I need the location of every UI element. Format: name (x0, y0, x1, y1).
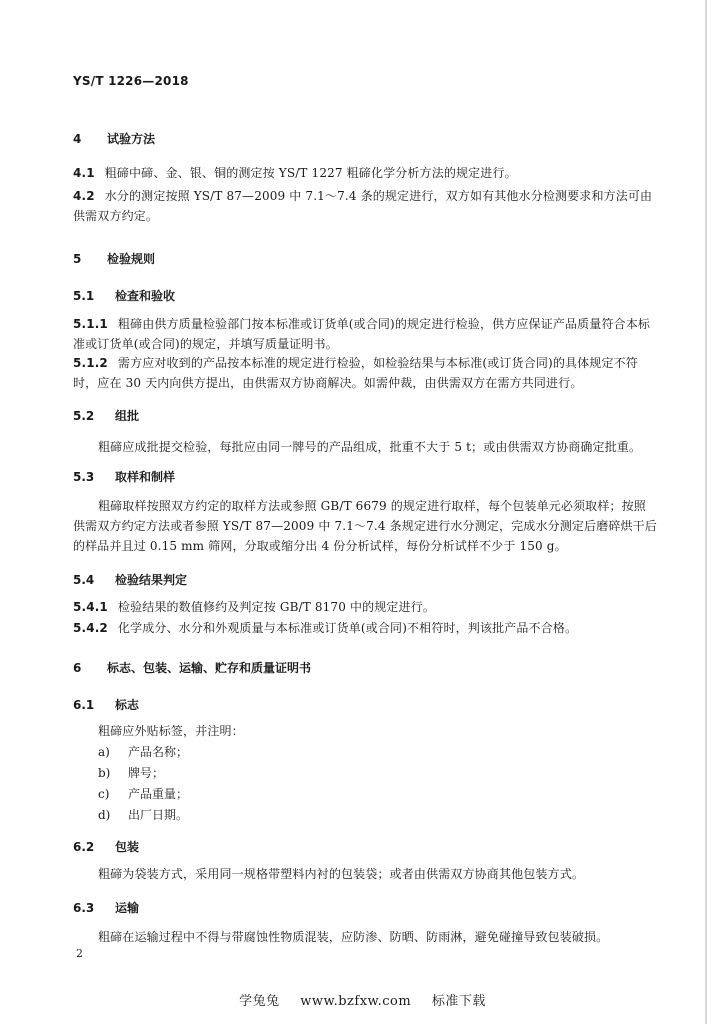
section-5-1-heading: 5.1 检查和验收 (73, 289, 176, 303)
section-4-heading: 4 试验方法 (73, 132, 156, 146)
paragraph-6-1-intro: 粗碲应外贴标签，并注明： (98, 724, 244, 738)
section-5-2-heading: 5.2 组批 (73, 409, 140, 423)
footer-url[interactable]: www.bzfxw.com (300, 994, 412, 1009)
paragraph-5-2: 粗碲应成批提交检验，每批应由同一牌号的产品组成，批重不大于 5 t；或由供需双方协商确定批重。 (98, 440, 642, 454)
paragraph-6-2: 粗碲为袋装方式，采用同一规格带塑料内衬的包装袋；或者由供需双方协商其他包装方式。 (98, 867, 585, 881)
section-6-heading: 6 标志、包装、运输、贮存和质量证明书 (73, 661, 312, 675)
paragraph-5-4-1: 5.4.1 检验结果的数值修约及判定按 GB/T 8170 中的规定进行。 (73, 600, 436, 614)
page-number: 2 (76, 947, 83, 960)
section-6-2-heading: 6.2 包装 (73, 840, 140, 854)
section-6-1-heading: 6.1 标志 (73, 698, 140, 712)
section-6-3-heading: 6.3 运输 (73, 901, 140, 915)
paragraph-5-1-2: 5.1.2 需方应对收到的产品按本标准的规定进行检验，如检验结果与本标准(或订货合同)的具体规定不符时，应在 30 天内向供方提出，由供需双方协商解决。如需仲裁，由供需双方在需方共同进行。 (73, 356, 638, 390)
list-item: a) 产品名称； (98, 745, 189, 759)
paragraph-4-1: 4.1 粗碲中碲、金、银、铜的测定按 YS/T 1227 粗碲化学分析方法的规定进行。 (73, 166, 517, 180)
section-5-4-heading: 5.4 检验结果判定 (73, 573, 188, 587)
paragraph-4-2: 4.2 水分的测定按照 YS/T 87—2009 中 7.1～7.4 条的规定进行，双方如有其他水分检测要求和方法可由供需双方约定。 (73, 189, 653, 223)
paragraph-6-3: 粗碲在运输过程中不得与带腐蚀性物质混装，应防渗、防晒、防雨淋，避免碰撞导致包装破损。 (98, 930, 609, 944)
footer-watermark (0, 990, 725, 1009)
list-item: d) 出厂日期。 (98, 808, 189, 822)
document-code: YS/T 1226—2018 (73, 74, 189, 88)
section-5-heading: 5 检验规则 (73, 252, 156, 266)
footer-tagline: 标准下载 (431, 994, 486, 1009)
list-item: b) 牌号； (98, 766, 165, 780)
paragraph-5-1-1: 5.1.1 粗碲由供方质量检验部门按本标准或订货单(或合同)的规定进行检验，供方应保证产品质量符合本标准或订货单(或合同)的规定，并填写质量证明书。 (73, 317, 651, 351)
paragraph-5-4-2: 5.4.2 化学成分、水分和外观质量与本标准或订货单(或合同)不相符时，判该批产品不合格。 (73, 621, 578, 635)
list-item: c) 产品重量； (98, 787, 189, 801)
paragraph-5-3: 粗碲取样按照双方约定的取样方法或参照 GB/T 6679 的规定进行取样，每个包装单元必须取样；按照供需双方约定方法或者参照 YS/T 87—2009 中 7.1～7.4 条规定进行水分测定，完成水分测定后磨碎烘干后的样品并且过 0.15 mm 筛网，分取或缩分出 4 份分析试样，每份分析试样不少于 150 g。 (73, 499, 657, 553)
section-5-3-heading: 5.3 取样和制样 (73, 470, 176, 484)
page-edge-line (705, 0, 707, 1024)
footer-site-name: 学兔兔 (239, 994, 280, 1009)
